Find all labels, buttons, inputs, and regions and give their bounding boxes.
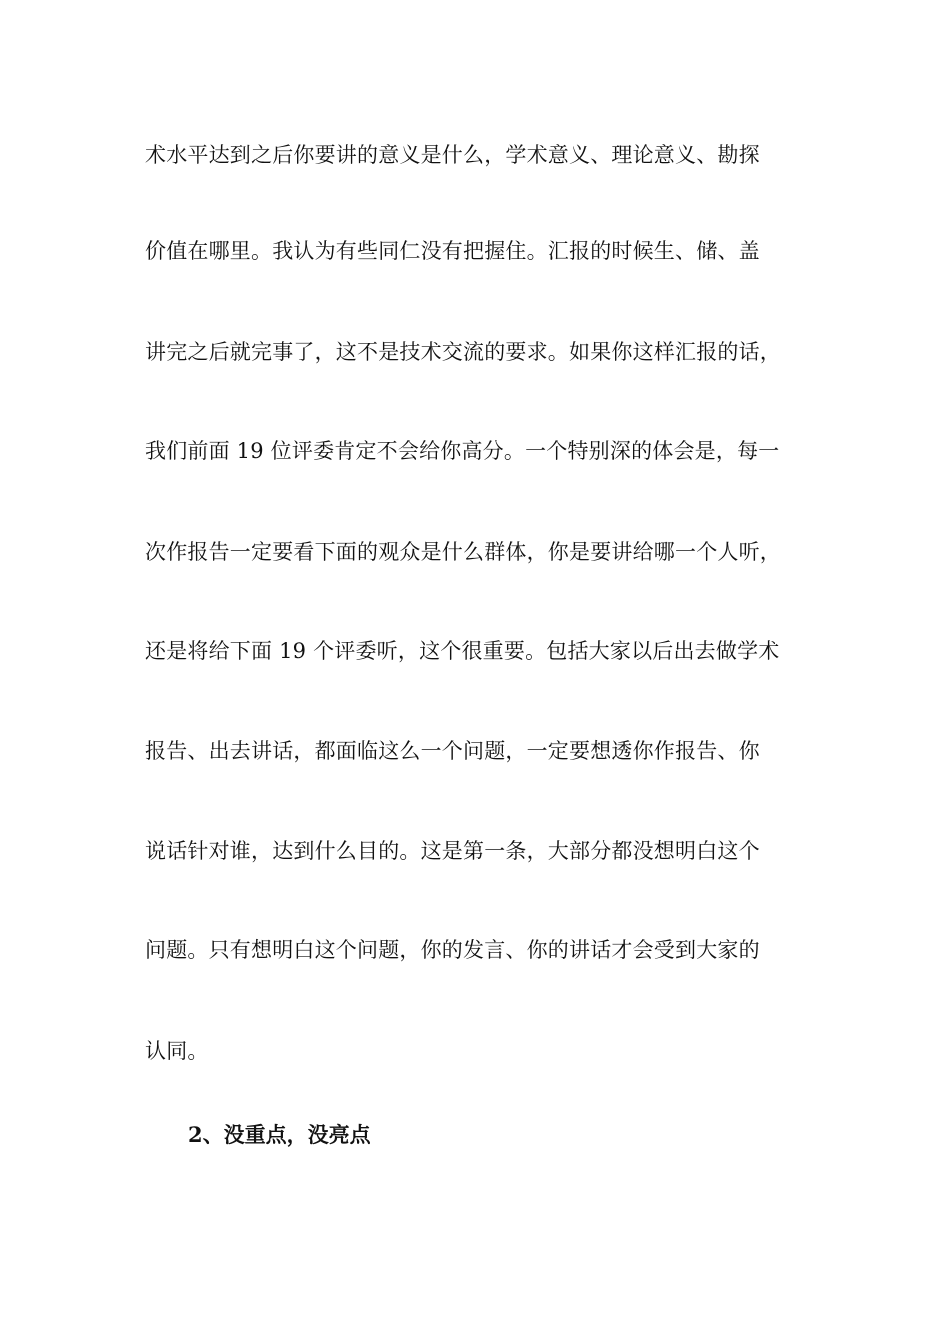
paragraph-line: 报告、出去讲话，都面临这么一个问题，一定要想透你作报告、你 [145,739,760,763]
paragraph-line: 说话针对谁，达到什么目的。这是第一条，大部分都没想明白这个 [145,839,760,863]
paragraph-line: 还是将给下面 19 个评委听，这个很重要。包括大家以后出去做学术 [145,639,780,663]
section-heading: 2、没重点，没亮点 [188,1122,371,1147]
paragraph-line: 问题。只有想明白这个问题，你的发言、你的讲话才会受到大家的 [145,938,760,962]
paragraph-line: 认同。 [145,1039,209,1063]
paragraph-line: 价值在哪里。我认为有些同仁没有把握住。汇报的时候生、储、盖 [145,239,760,263]
paragraph-line: 次作报告一定要看下面的观众是什么群体，你是要讲给哪一个人听， [145,540,781,564]
paragraph-line: 讲完之后就完事了，这不是技术交流的要求。如果你这样汇报的话， [145,340,781,364]
paragraph-line: 术水平达到之后你要讲的意义是什么，学术意义、理论意义、勘探 [145,143,760,167]
paragraph-line: 我们前面 19 位评委肯定不会给你高分。一个特别深的体会是，每一 [145,439,780,463]
